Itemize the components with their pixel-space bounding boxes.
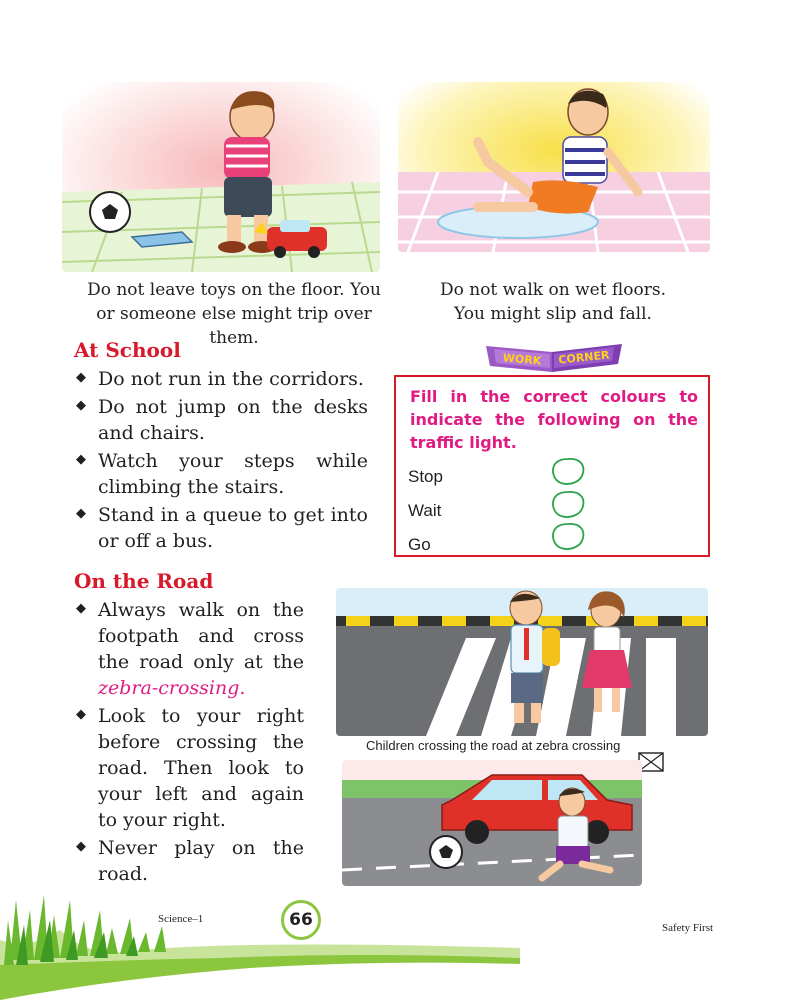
diamond-bullet-icon: ◆ [76, 370, 86, 385]
toys-caption: Do not leave toys on the floor. You or someone else might trip over them. [87, 280, 381, 348]
diamond-bullet-icon: ◆ [76, 452, 86, 467]
footer-chapter: Safety First [662, 922, 714, 934]
diamond-bullet-icon: ◆ [76, 601, 86, 616]
at-school-heading: At School [74, 338, 181, 362]
list-item: ◆ Look to your right before crossing the road. Then look to your left and again to your right. [76, 705, 304, 831]
diamond-bullet-icon: ◆ [76, 707, 86, 722]
zebra-crossing-illustration [336, 588, 708, 736]
stop-circle[interactable] [550, 457, 586, 487]
on-the-road-heading: On the Road [74, 569, 214, 593]
wet-floor-illustration [398, 82, 710, 252]
zebra-crossing-term: zebra-crossing. [98, 677, 246, 699]
footer-book-title: Science–1 [158, 913, 204, 925]
work-label: WORK [502, 351, 542, 368]
diamond-bullet-icon: ◆ [76, 506, 86, 521]
list-item: ◆ Always walk on the footpath and cross the road only at the zebra-crossing. [76, 599, 304, 699]
work-instruction: Fill in the correct colours to indicate the following on the traffic light. [410, 387, 698, 452]
diamond-bullet-icon: ◆ [76, 839, 86, 854]
toys-illustration [62, 82, 380, 272]
page-number: 66 [281, 900, 321, 940]
wait-circle[interactable] [550, 490, 586, 520]
list-item: ◆ Watch your steps while climbing the stairs. [76, 450, 368, 498]
wet-floor-caption: Do not walk on wet floors. You might slip and fall. [439, 280, 666, 324]
work-corner-badge [486, 342, 622, 372]
list-item: ◆ Do not jump on the desks and chairs. [76, 396, 368, 444]
zebra-crossing-caption: Children crossing the road at zebra crossing [366, 738, 621, 753]
go-circle[interactable] [550, 522, 586, 552]
list-item: ◆ Never play on the road. [76, 837, 304, 885]
list-item: ◆ Stand in a queue to get into or off a bus. [76, 504, 368, 552]
wait-label: Wait [408, 501, 442, 520]
work-corner-box [394, 375, 710, 557]
go-label: Go [408, 535, 431, 554]
grass-decoration [0, 840, 520, 1000]
diamond-bullet-icon: ◆ [76, 398, 86, 413]
stop-label: Stop [408, 467, 443, 486]
at-school-list [74, 366, 368, 556]
list-item: ◆ Do not run in the corridors. [76, 368, 364, 390]
corner-label: CORNER [557, 348, 611, 367]
